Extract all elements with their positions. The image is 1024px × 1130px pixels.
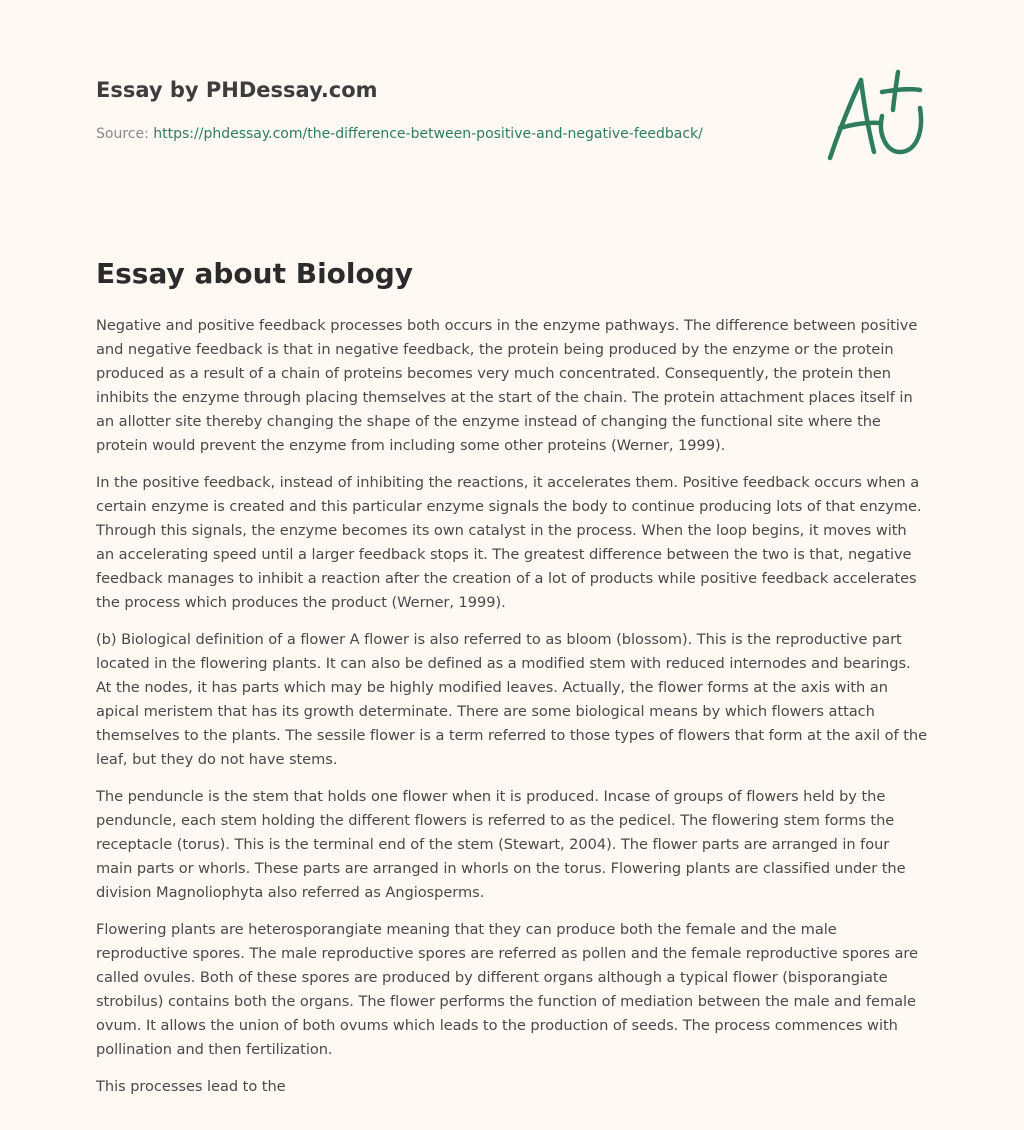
essay-paragraph: In the positive feedback, instead of inhibiting the reactions, it accelerates them. Positive feedback occurs when a certain enzyme is created and this particular enzyme signals the body to continue producing lots of that enzyme. Through this signals, the enzyme becomes its own catalyst in the process. When the loop begins, it moves with an accelerating speed until a larger feedback stops it. The greatest difference between the two is that, negative feedback manages to inhibit a reaction after the creation of a lot of products while positive feedback accelerates the process which produces the product (Werner, 1999). <box>96 474 922 611</box>
essay-title: Essay about Biology <box>96 257 414 290</box>
essay-paragraph: This processes lead to the <box>96 1078 286 1095</box>
essay-paragraph: Negative and positive feedback processes both occurs in the enzyme pathways. The difference between positive and negative feedback is that in negative feedback, the protein being produced by the enzyme or the protein produced as a result of a chain of proteins becomes very much concentrated. Consequently, the protein then inhibits the enzyme through placing themselves at the start of the chain. The protein attachment places itself in an allotter site thereby changing the shape of the enzyme instead of changing the functional site where the protein would prevent the enzyme from including some other proteins (Werner, 1999). <box>96 317 918 454</box>
a-plus-logo-icon <box>824 68 928 164</box>
essay-paragraph: Flowering plants are heterosporangiate meaning that they can produce both the female and the male reproductive spores. The male reproductive spores are referred as pollen and the female reproductive spores are called ovules. Both of these spores are produced by different organs although a typical flower (bisporangiate strobilus) contains both the organs. The flower performs the function of mediation between the male and female ovum. It allows the union of both ovums which leads to the production of seeds. The process commences with pollination and then fertilization. <box>96 921 918 1058</box>
essay-paragraph: The penduncle is the stem that holds one flower when it is produced. Incase of groups of flowers held by the penduncle, each stem holding the different flowers is referred to as the pedicel. The flowering stem forms the receptacle (torus). This is the terminal end of the stem (Stewart, 2004). The flower parts are arranged in four main parts or whorls. These parts are arranged in whorls on the torus. Flowering plants are classified under the division Magnoliophyta also referred as Angiosperms. <box>96 788 906 901</box>
source-link[interactable]: https://phdessay.com/the-difference-between-positive-and-negative-feedback/ <box>153 126 703 142</box>
page-header <box>96 76 796 144</box>
site-title: Essay by PHDessay.com <box>96 78 378 102</box>
source-line <box>96 124 796 144</box>
essay-body <box>96 314 928 1112</box>
essay-paragraph: (b) Biological definition of a flower A flower is also referred to as bloom (blossom). This is the reproductive part located in the flowering plants. It can also be defined as a modified stem with reduced internodes and bearings. At the nodes, it has parts which may be highly modified leaves. Actually, the flower forms at the axis with an apical meristem that has its growth determinate. There are some biological means by which flowers attach themselves to the plants. The sessile flower is a term referred to those types of flowers that form at the axil of the leaf, but they do not have stems. <box>96 631 928 768</box>
source-label: Source: <box>96 126 154 142</box>
